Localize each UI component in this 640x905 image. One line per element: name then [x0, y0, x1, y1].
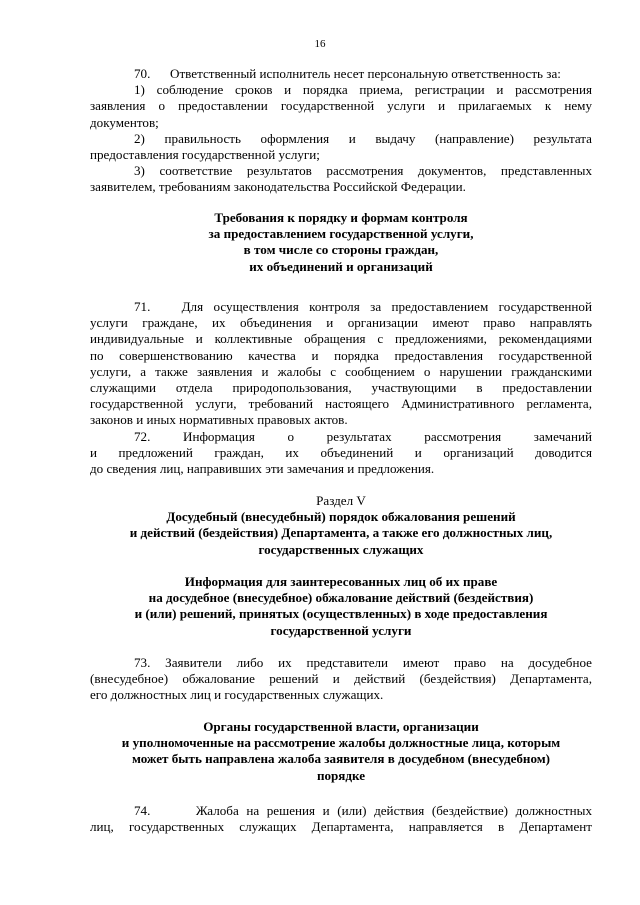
paragraph-line: предоставления государственной услуги;: [90, 147, 320, 163]
paragraph-73: [90, 655, 592, 704]
paragraph-line: его должностных лиц и государственных служащих.: [90, 687, 384, 703]
heading-line: государственных служащих: [258, 541, 424, 557]
paragraph-line: по совершенствованию качества и порядка предоставления государственной: [90, 347, 592, 363]
paragraph-line: документов;: [90, 114, 159, 130]
paragraph-line: услуги граждане, их объединения и организации имеют право направлять: [90, 315, 592, 331]
paragraph-line: 71. Для осуществления контроля за предоставлением государственной: [134, 299, 592, 314]
page-number: 16: [314, 38, 326, 50]
paragraph-72: [90, 429, 592, 478]
paragraph-line: заявления о предоставлении государственной услуги и прилагаемых к нему: [90, 98, 592, 114]
paragraph-line: государственной услуги, требований настоящего Административного регламента,: [90, 396, 592, 412]
paragraph-line: индивидуальные и коллективные обращения с предложениями, рекомендациями: [90, 331, 592, 347]
paragraph-line: 2) правильность оформления и выдачу (направление) результата: [134, 130, 592, 146]
section-title: Раздел V: [316, 493, 366, 508]
heading-line: на досудебное (внесудебное) обжалование действий (бездействия): [148, 590, 534, 606]
heading-appeal-rights: [90, 574, 592, 639]
heading-line: Досудебный (внесудебный) порядок обжалования решений: [166, 509, 516, 525]
paragraph-line: (внесудебное) обжалование решений и действий (бездействия) Департамента,: [90, 671, 592, 687]
paragraph-line: 72. Информация о результатах рассмотрения замечаний: [134, 429, 592, 444]
paragraph-line: и предложений граждан, их объединений и организаций доводится: [90, 445, 592, 461]
paragraph-71: [90, 299, 592, 429]
heading-line: в том числе со стороны граждан,: [243, 242, 439, 258]
paragraph-74: [90, 803, 592, 835]
heading-complaint-bodies: [90, 719, 592, 784]
paragraph-line: законов и иных нормативных правовых актов.: [90, 412, 348, 428]
heading-control-requirements: [90, 210, 592, 275]
section-5-header: [90, 493, 592, 558]
paragraph-line: служащими отдела природопользования, участвующими в предоставлении: [90, 380, 592, 396]
heading-line: порядке: [316, 767, 366, 783]
heading-line: может быть направлена жалоба заявителя в досудебном (внесудебном): [131, 751, 551, 767]
heading-line: государственной услуги: [270, 622, 412, 638]
paragraph-line: 74. Жалоба на решения и (или) действия (бездействие) должностных: [134, 803, 592, 818]
heading-line: и действий (бездействия) Департамента, а также его должностных лиц,: [129, 525, 553, 541]
paragraph-line: 1) соблюдение сроков и порядка приема, регистрации и рассмотрения: [134, 82, 592, 98]
paragraph-line: 73. Заявители либо их представители имеют право на досудебное: [134, 655, 592, 670]
heading-line: Органы государственной власти, организации: [203, 719, 479, 734]
heading-line: Требования к порядку и формам контроля: [214, 210, 468, 225]
paragraph-line: лиц, государственных служащих Департамента, направляется в Департамент: [90, 819, 592, 835]
heading-line: и (или) решений, принятых (осуществленных) в ходе предоставления: [134, 606, 548, 622]
paragraph-line: 70. Ответственный исполнитель несет персональную ответственность за:: [134, 66, 561, 81]
heading-line: Информация для заинтересованных лиц об их праве: [184, 574, 498, 589]
paragraph-line: заявителем, требованиям законодательства Российской Федерации.: [90, 179, 466, 195]
paragraph-line: 3) соответствие результатов рассмотрения документов, представленных: [134, 163, 592, 179]
heading-line: за предоставлением государственной услуги,: [208, 226, 474, 242]
paragraph-line: услуги, а также заявления и жалобы с сообщением о нарушении гражданскими: [90, 363, 592, 379]
heading-line: и уполномоченные на рассмотрение жалобы должностные лица, которым: [121, 735, 561, 751]
heading-line: их объединений и организаций: [249, 258, 433, 274]
paragraph-line: до сведения лиц, направивших эти замечания и предложения.: [90, 461, 435, 477]
paragraph-70: [90, 66, 592, 196]
